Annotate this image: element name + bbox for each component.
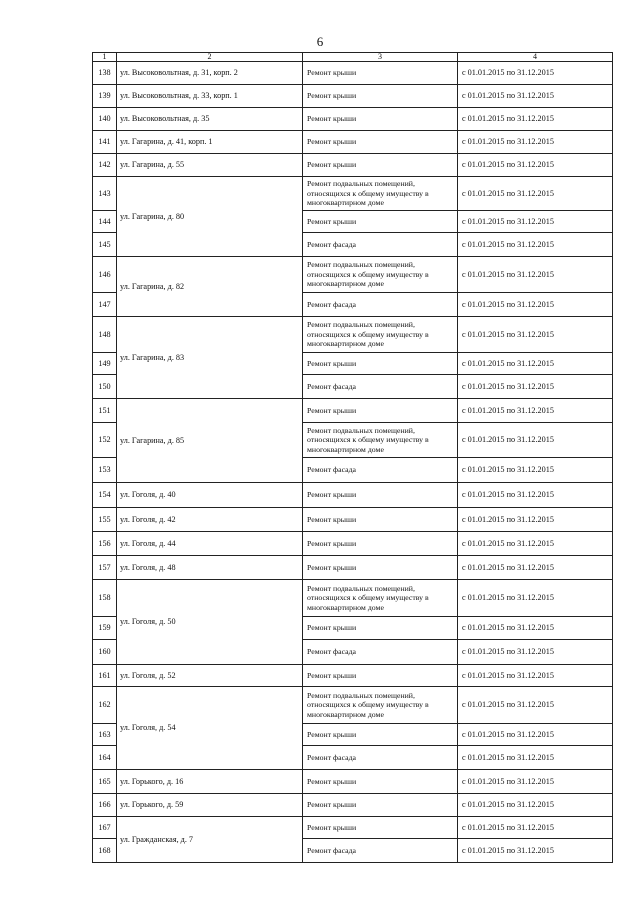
work-type-cell: Ремонт крыши	[303, 508, 458, 532]
work-type-cell: Ремонт подвальных помещений, относящихся к общему имуществу в многоквартирном доме	[303, 580, 458, 617]
period-cell: с 01.01.2015 по 31.12.2015	[458, 556, 613, 580]
period-cell: с 01.01.2015 по 31.12.2015	[458, 108, 613, 131]
work-type-cell: Ремонт крыши	[303, 724, 458, 746]
work-type-cell: Ремонт крыши	[303, 794, 458, 817]
table-row	[93, 665, 613, 687]
address-cell: ул. Гагарина, д. 80	[117, 177, 303, 257]
table-row	[93, 687, 613, 724]
work-type-cell: Ремонт крыши	[303, 353, 458, 375]
row-number: 147	[93, 293, 117, 317]
work-type-cell: Ремонт фасада	[303, 746, 458, 770]
address-cell: ул. Гоголя, д. 54	[117, 687, 303, 770]
period-cell: с 01.01.2015 по 31.12.2015	[458, 317, 613, 353]
address-cell: ул. Высоковольтная, д. 31, корп. 2	[117, 62, 303, 85]
row-number: 160	[93, 640, 117, 665]
work-type-cell: Ремонт крыши	[303, 483, 458, 508]
period-cell: с 01.01.2015 по 31.12.2015	[458, 293, 613, 317]
address-cell: ул. Горького, д. 16	[117, 770, 303, 794]
address-cell: ул. Гоголя, д. 40	[117, 483, 303, 508]
period-cell: с 01.01.2015 по 31.12.2015	[458, 617, 613, 640]
period-cell: с 01.01.2015 по 31.12.2015	[458, 423, 613, 458]
work-type-cell: Ремонт фасада	[303, 839, 458, 863]
table-row	[93, 532, 613, 556]
row-number: 141	[93, 131, 117, 154]
work-type-cell: Ремонт крыши	[303, 154, 458, 177]
row-number: 142	[93, 154, 117, 177]
work-type-cell: Ремонт фасада	[303, 233, 458, 257]
period-cell: с 01.01.2015 по 31.12.2015	[458, 233, 613, 257]
address-cell: ул. Высоковольтная, д. 35	[117, 108, 303, 131]
table-row	[93, 556, 613, 580]
work-type-cell: Ремонт подвальных помещений, относящихся к общему имуществу в многоквартирном доме	[303, 257, 458, 293]
work-type-cell: Ремонт подвальных помещений, относящихся к общему имуществу в многоквартирном доме	[303, 317, 458, 353]
address-cell: ул. Гоголя, д. 42	[117, 508, 303, 532]
address-cell: ул. Гоголя, д. 48	[117, 556, 303, 580]
work-type-cell: Ремонт крыши	[303, 399, 458, 423]
period-cell: с 01.01.2015 по 31.12.2015	[458, 665, 613, 687]
column-header: 3	[303, 53, 458, 62]
work-type-cell: Ремонт крыши	[303, 817, 458, 839]
table-row	[93, 85, 613, 108]
row-number: 165	[93, 770, 117, 794]
period-cell: с 01.01.2015 по 31.12.2015	[458, 131, 613, 154]
row-number: 144	[93, 211, 117, 233]
row-number: 156	[93, 532, 117, 556]
address-cell: ул. Гражданская, д. 7	[117, 817, 303, 863]
address-cell: ул. Гагарина, д. 82	[117, 257, 303, 317]
period-cell: с 01.01.2015 по 31.12.2015	[458, 483, 613, 508]
row-number: 143	[93, 177, 117, 211]
period-cell: с 01.01.2015 по 31.12.2015	[458, 817, 613, 839]
table-row	[93, 154, 613, 177]
work-type-cell: Ремонт фасада	[303, 640, 458, 665]
row-number: 140	[93, 108, 117, 131]
period-cell: с 01.01.2015 по 31.12.2015	[458, 458, 613, 483]
row-number: 157	[93, 556, 117, 580]
table-row	[93, 131, 613, 154]
work-type-cell: Ремонт подвальных помещений, относящихся к общему имуществу в многоквартирном доме	[303, 423, 458, 458]
work-type-cell: Ремонт фасада	[303, 375, 458, 399]
address-cell: ул. Гагарина, д. 55	[117, 154, 303, 177]
table-row	[93, 177, 613, 211]
address-cell: ул. Гагарина, д. 83	[117, 317, 303, 399]
work-type-cell: Ремонт подвальных помещений, относящихся к общему имуществу в многоквартирном доме	[303, 687, 458, 724]
table-row	[93, 257, 613, 293]
address-cell: ул. Высоковольтная, д. 33, корп. 1	[117, 85, 303, 108]
row-number: 163	[93, 724, 117, 746]
period-cell: с 01.01.2015 по 31.12.2015	[458, 353, 613, 375]
table-row	[93, 483, 613, 508]
work-type-cell: Ремонт фасада	[303, 458, 458, 483]
row-number: 145	[93, 233, 117, 257]
table-row	[93, 508, 613, 532]
period-cell: с 01.01.2015 по 31.12.2015	[458, 532, 613, 556]
table-row	[93, 580, 613, 617]
row-number: 161	[93, 665, 117, 687]
row-number: 151	[93, 399, 117, 423]
period-cell: с 01.01.2015 по 31.12.2015	[458, 724, 613, 746]
work-type-cell: Ремонт подвальных помещений, относящихся к общему имуществу в многоквартирном доме	[303, 177, 458, 211]
period-cell: с 01.01.2015 по 31.12.2015	[458, 687, 613, 724]
column-header: 2	[117, 53, 303, 62]
row-number: 146	[93, 257, 117, 293]
row-number: 148	[93, 317, 117, 353]
table-row	[93, 62, 613, 85]
period-cell: с 01.01.2015 по 31.12.2015	[458, 257, 613, 293]
work-type-cell: Ремонт крыши	[303, 211, 458, 233]
period-cell: с 01.01.2015 по 31.12.2015	[458, 211, 613, 233]
address-cell: ул. Гоголя, д. 52	[117, 665, 303, 687]
period-cell: с 01.01.2015 по 31.12.2015	[458, 746, 613, 770]
period-cell: с 01.01.2015 по 31.12.2015	[458, 62, 613, 85]
row-number: 159	[93, 617, 117, 640]
repair-schedule-table	[92, 52, 613, 863]
row-number: 149	[93, 353, 117, 375]
row-number: 139	[93, 85, 117, 108]
period-cell: с 01.01.2015 по 31.12.2015	[458, 375, 613, 399]
table-row	[93, 399, 613, 423]
period-cell: с 01.01.2015 по 31.12.2015	[458, 640, 613, 665]
row-number: 166	[93, 794, 117, 817]
period-cell: с 01.01.2015 по 31.12.2015	[458, 154, 613, 177]
address-cell: ул. Гагарина, д. 85	[117, 399, 303, 483]
work-type-cell: Ремонт крыши	[303, 532, 458, 556]
period-cell: с 01.01.2015 по 31.12.2015	[458, 839, 613, 863]
period-cell: с 01.01.2015 по 31.12.2015	[458, 177, 613, 211]
table-row	[93, 770, 613, 794]
period-cell: с 01.01.2015 по 31.12.2015	[458, 794, 613, 817]
row-number: 164	[93, 746, 117, 770]
table-row	[93, 817, 613, 839]
period-cell: с 01.01.2015 по 31.12.2015	[458, 770, 613, 794]
work-type-cell: Ремонт фасада	[303, 293, 458, 317]
row-number: 154	[93, 483, 117, 508]
work-type-cell: Ремонт крыши	[303, 62, 458, 85]
work-type-cell: Ремонт крыши	[303, 665, 458, 687]
period-cell: с 01.01.2015 по 31.12.2015	[458, 399, 613, 423]
address-cell: ул. Гоголя, д. 50	[117, 580, 303, 665]
address-cell: ул. Гоголя, д. 44	[117, 532, 303, 556]
row-number: 162	[93, 687, 117, 724]
table-row	[93, 794, 613, 817]
period-cell: с 01.01.2015 по 31.12.2015	[458, 580, 613, 617]
work-type-cell: Ремонт крыши	[303, 108, 458, 131]
work-type-cell: Ремонт крыши	[303, 556, 458, 580]
work-type-cell: Ремонт крыши	[303, 770, 458, 794]
table-row	[93, 317, 613, 353]
address-cell: ул. Гагарина, д. 41, корп. 1	[117, 131, 303, 154]
row-number: 158	[93, 580, 117, 617]
row-number: 152	[93, 423, 117, 458]
row-number: 155	[93, 508, 117, 532]
period-cell: с 01.01.2015 по 31.12.2015	[458, 85, 613, 108]
address-cell: ул. Горького, д. 59	[117, 794, 303, 817]
table-row	[93, 108, 613, 131]
page-number: 6	[316, 34, 324, 49]
row-number: 168	[93, 839, 117, 863]
row-number: 138	[93, 62, 117, 85]
column-header: 4	[458, 53, 613, 62]
row-number: 153	[93, 458, 117, 483]
column-number-row	[93, 53, 613, 62]
work-type-cell: Ремонт крыши	[303, 131, 458, 154]
period-cell: с 01.01.2015 по 31.12.2015	[458, 508, 613, 532]
row-number: 167	[93, 817, 117, 839]
column-header: 1	[93, 53, 117, 62]
row-number: 150	[93, 375, 117, 399]
work-type-cell: Ремонт крыши	[303, 617, 458, 640]
work-type-cell: Ремонт крыши	[303, 85, 458, 108]
